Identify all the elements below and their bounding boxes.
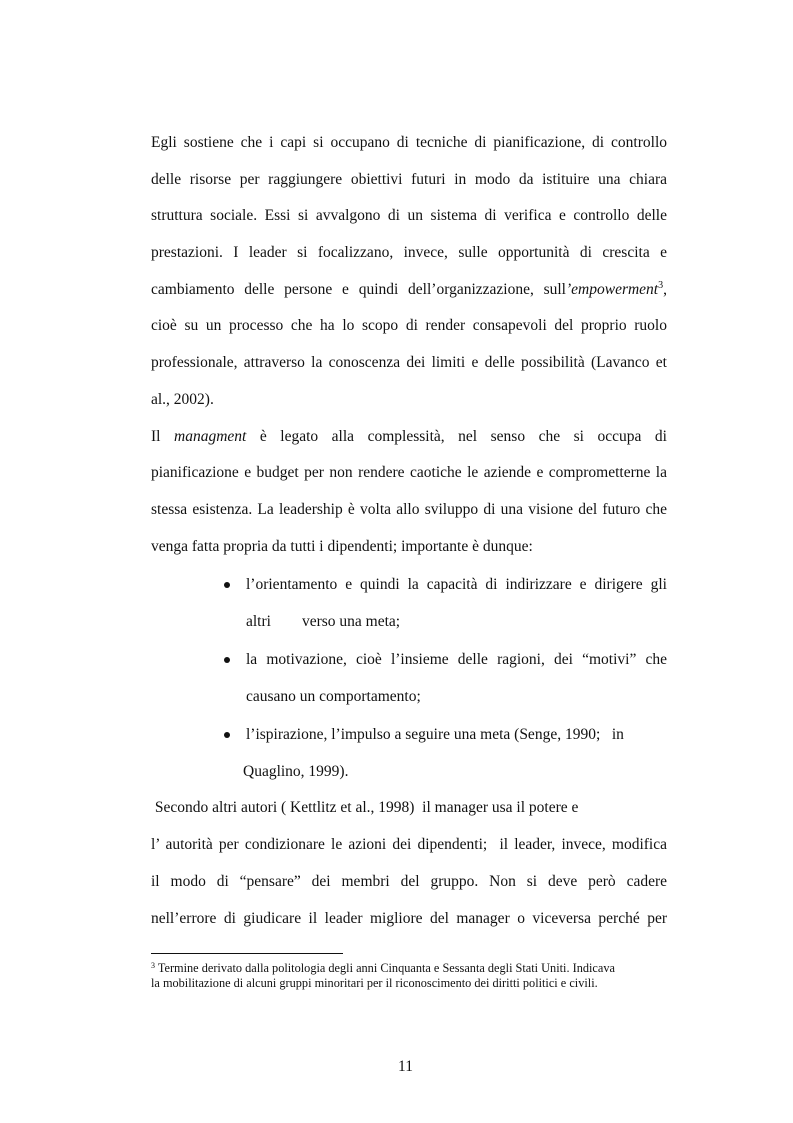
bullet-dot-2 xyxy=(224,657,230,663)
p1-line-1: Egli sostiene che i capi si occupano di tecniche di pianificazione, di controllo xyxy=(151,134,667,151)
page-number: 11 xyxy=(398,1058,413,1075)
p2-line-2: pianificazione e budget per non rendere caotiche le aziende e comprometterne la xyxy=(151,464,667,481)
footnote-ref-3: 3 xyxy=(658,280,664,291)
bullet-1-line-2: altri verso una meta; xyxy=(246,613,401,630)
footnote-number: 3 xyxy=(151,961,155,970)
bullet-dot-3 xyxy=(224,732,230,738)
p1-line-3: struttura sociale. Essi si avvalgono di un sistema di verifica e controllo delle xyxy=(151,207,667,224)
p2-line-1-rest: è legato alla complessità, nel senso che si occupa di xyxy=(259,428,667,445)
p1-line-8: al., 2002). xyxy=(151,391,214,408)
bullet-dot-1 xyxy=(224,582,230,588)
p1-line-5 xyxy=(151,280,667,300)
p3-line-4: nell’errore di giudicare il leader migliore del manager o viceversa perché per xyxy=(151,910,667,927)
p1-line-5-text: cambiamento delle persone e quindi dell’organizzazione, sull xyxy=(151,281,566,298)
p2-line-1-start: Il xyxy=(151,428,161,445)
managment-term: managment xyxy=(174,428,247,445)
p2-line-4: venga fatta propria da tutti i dipendenti; importante è dunque: xyxy=(151,538,533,555)
footnote-line-1 xyxy=(151,960,615,976)
p1-line-5-end: , xyxy=(663,281,667,298)
bullet-1-line-1: l’orientamento e quindi la capacità di indirizzare e dirigere gli xyxy=(246,576,667,593)
p1-line-2: delle risorse per raggiungere obiettivi futuri in modo da istituire una chiara xyxy=(151,171,667,188)
p3-line-2: l’ autorità per condizionare le azioni dei dipendenti; il leader, invece, modifica xyxy=(151,836,667,853)
footnote-line-2: la mobilitazione di alcuni gruppi minoritari per il riconoscimento dei diritti politici e civili. xyxy=(151,976,598,990)
footnote-separator xyxy=(151,953,343,954)
p1-line-6: cioè su un processo che ha lo scopo di render consapevoli del proprio ruolo xyxy=(151,317,667,334)
bullet-3-line-1: l’ispirazione, l’impulso a seguire una meta (Senge, 1990; in xyxy=(246,726,624,743)
p1-line-7: professionale, attraverso la conoscenza dei limiti e delle possibilità (Lavanco et xyxy=(151,354,667,371)
p2-line-1 xyxy=(151,427,667,447)
bullet-2-line-1: la motivazione, cioè l’insieme delle ragioni, dei “motivi” che xyxy=(246,651,667,668)
p1-line-4: prestazioni. I leader si focalizzano, invece, sulle opportunità di crescita e xyxy=(151,244,667,261)
bullet-3-line-2: Quaglino, 1999). xyxy=(243,763,349,780)
p3-line-1: Secondo altri autori ( Kettlitz et al., 1998) il manager usa il potere e xyxy=(151,799,579,816)
footnote-line-1-text: Termine derivato dalla politologia degli anni Cinquanta e Sessanta degli Stati Uniti. Indicava xyxy=(155,961,615,975)
empowerment-term: ’empowerment xyxy=(566,281,659,298)
bullet-2-line-2: causano un comportamento; xyxy=(246,688,421,705)
p3-line-3: il modo di “pensare” dei membri del gruppo. Non si deve però cadere xyxy=(151,873,667,890)
p2-line-3: stessa esistenza. La leadership è volta allo sviluppo di una visione del futuro che xyxy=(151,501,667,518)
